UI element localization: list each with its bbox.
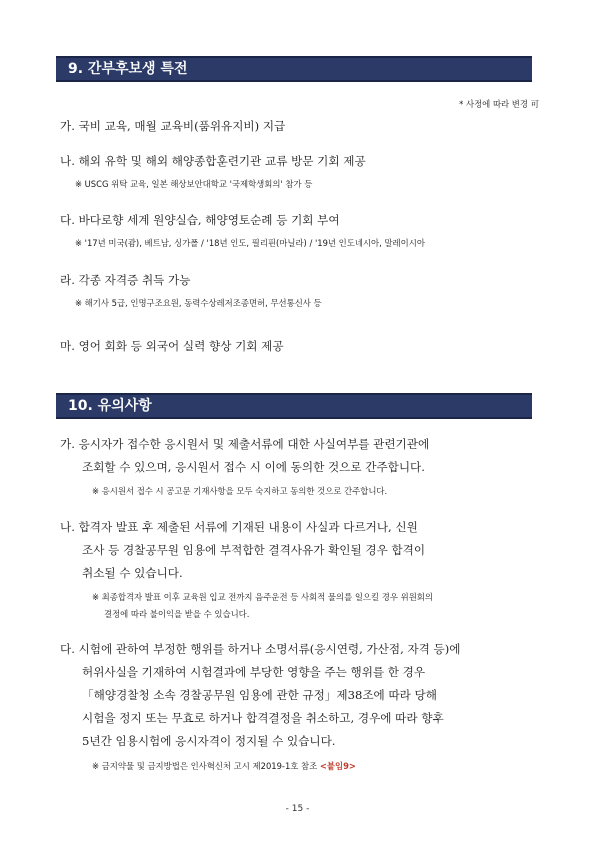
sec10-na-note-line1: ※ 최종합격자 발표 이후 교육원 입교 전까지 음주운전 등 사회적 물의를 일으킬 경우 위원회의	[92, 592, 433, 602]
sec10-da-line5: 5년간 임용시험에 응시자격이 정지될 수 있습니다.	[82, 734, 336, 748]
sec10-da-line4: 시험을 정지 또는 무효로 하거나 합격결정을 취소하고, 경우에 따라 향후	[82, 711, 444, 725]
sec9-item-ra-note: ※ 해기사 5급, 인명구조요원, 동력수상레저조종면허, 무선통신사 등	[75, 298, 322, 308]
section-9-change-note: * 사정에 따라 변경 可	[459, 99, 539, 109]
attachment-9-reference: <붙임9>	[319, 761, 356, 771]
page-number: - 15 -	[285, 804, 310, 814]
sec9-item-ra: 라. 각종 자격증 취득 가능	[60, 273, 191, 287]
sec10-na-line2: 조사 등 경찰공무원 임용에 부적합한 결격사유가 확인될 경우 합격이	[82, 543, 426, 557]
sec9-item-ga: 가. 국비 교육, 매월 교육비(품위유지비) 지급	[60, 119, 286, 133]
sec10-da-line2: 허위사실을 기재하여 시험결과에 부당한 영향을 주는 행위를 한 경우	[82, 665, 426, 679]
section-10-header: 10. 유의사항	[56, 393, 532, 419]
sec10-da-line1: 다. 시험에 관하여 부정한 행위를 하거나 소명서류(응시연령, 가산점, 자격 등)에	[60, 642, 461, 656]
sec9-item-ma: 마. 영어 회화 등 외국어 실력 향상 기회 제공	[60, 339, 284, 353]
sec10-na-line1: 나. 합격자 발표 후 제출된 서류에 기재된 내용이 사실과 다르거나, 신원	[60, 520, 418, 534]
sec10-ga-note: ※ 응시원서 접수 시 공고문 기재사항을 모두 숙지하고 동의한 것으로 간주합니다.	[92, 486, 388, 496]
sec10-da-line3: 「해양경찰청 소속 경찰공무원 임용에 관한 규정」제38조에 따라 당해	[82, 688, 437, 702]
sec10-da-note-text: ※ 금지약물 및 금지방법은 인사혁신처 고시 제2019-1호 참조	[92, 761, 318, 771]
sec10-na-note-line2: 결정에 따라 불이익을 받을 수 있습니다.	[104, 609, 250, 619]
sec9-item-na-note: ※ USCG 위탁 교육, 일본 해상보안대학교 '국제학생회의' 참가 등	[75, 179, 313, 189]
sec9-item-da: 다. 바다로향 세계 원양실습, 해양영토순례 등 기회 부여	[60, 213, 340, 227]
sec9-item-na: 나. 해외 유학 및 해외 해양종합훈련기관 교류 방문 기회 제공	[60, 154, 366, 168]
sec10-na-line3: 취소될 수 있습니다.	[82, 566, 183, 580]
sec10-ga-line1: 가. 응시자가 접수한 응시원서 및 제출서류에 대한 사실여부를 관련기관에	[60, 437, 430, 451]
sec10-da-note	[92, 759, 356, 773]
section-9-header: 9. 간부후보생 특전	[56, 56, 532, 82]
sec9-item-da-note: ※ '17년 미국(괌), 베트남, 싱가폴 / '18년 인도, 필리핀(마닐라) / '19년 인도네시아, 말레이시아	[75, 238, 425, 248]
sec10-ga-line2: 조회할 수 있으며, 응시원서 접수 시 이에 동의한 것으로 간주합니다.	[82, 460, 425, 474]
